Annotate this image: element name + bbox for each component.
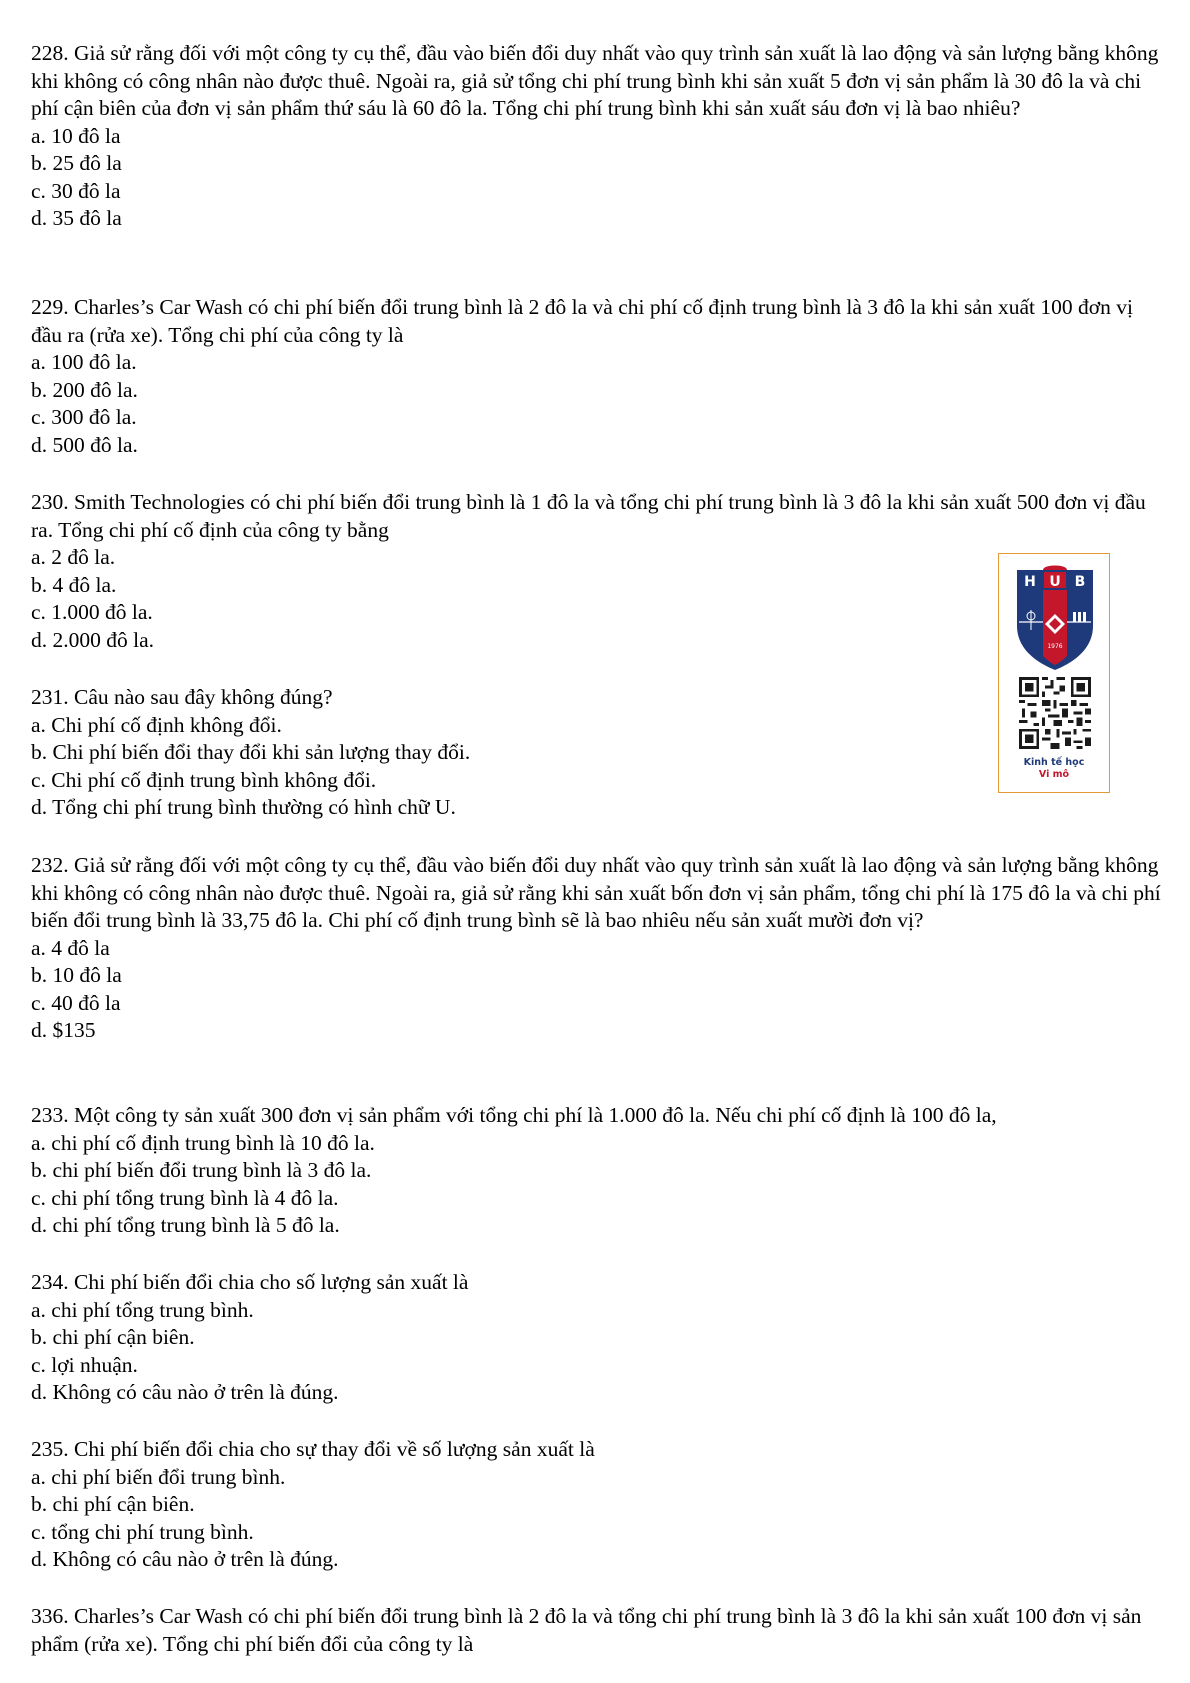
option-d: d. Tổng chi phí trung bình thường có hình chữ U. bbox=[31, 795, 456, 819]
question-231 bbox=[31, 684, 1161, 822]
option-b: b. 200 đô la. bbox=[31, 377, 138, 402]
option-c: c. tổng chi phí trung bình. bbox=[31, 1519, 254, 1544]
option-a: a. 10 đô la bbox=[31, 123, 121, 148]
option-d: d. 2.000 đô la. bbox=[31, 627, 155, 652]
option-d: d. 500 đô la. bbox=[31, 432, 138, 457]
option-c: c. Chi phí cố định trung bình không đổi. bbox=[31, 767, 377, 792]
question-234 bbox=[31, 1269, 1161, 1407]
option-a: a. 2 đô la. bbox=[31, 545, 116, 569]
hub-logo-card bbox=[998, 553, 1110, 793]
option-a: a. chi phí cố định trung bình là 10 đô la. bbox=[31, 1130, 375, 1155]
option-b: b. 4 đô la. bbox=[31, 572, 117, 597]
option-a: a. 100 đô la. bbox=[31, 350, 137, 374]
question-stem: 230. Smith Technologies có chi phí biến đổi trung bình là 1 đô la và tổng chi phí trung bình là 3 đô la khi sản xuất 500 đơn vị đầu ra. Tổng chi phí cố định của công ty bằng bbox=[31, 490, 1146, 542]
question-230 bbox=[31, 489, 1161, 654]
question-228 bbox=[31, 40, 1161, 233]
question-235 bbox=[31, 1436, 1161, 1574]
hub-shield-logo bbox=[1013, 564, 1097, 672]
option-a: a. Chi phí cố định không đổi. bbox=[31, 712, 282, 737]
option-a: a. 4 đô la bbox=[31, 935, 110, 960]
option-c: c. chi phí tổng trung bình là 4 đô la. bbox=[31, 1185, 339, 1210]
question-232 bbox=[31, 852, 1161, 1045]
option-a: a. chi phí biến đổi trung bình. bbox=[31, 1464, 286, 1489]
option-d: d. $135 bbox=[31, 1018, 96, 1042]
option-b: b. 25 đô la bbox=[31, 151, 122, 175]
option-c: c. 300 đô la. bbox=[31, 405, 137, 429]
question-stem: 233. Một công ty sản xuất 300 đơn vị sản phẩm với tổng chi phí là 1.000 đô la. Nếu chi phí cố định là 100 đô la, bbox=[31, 1103, 997, 1127]
option-a: a. chi phí tổng trung bình. bbox=[31, 1297, 254, 1322]
question-stem: 235. Chi phí biến đổi chia cho sự thay đổi về số lượng sản xuất là bbox=[31, 1437, 595, 1461]
question-233 bbox=[31, 1102, 1161, 1240]
option-c: c. 40 đô la bbox=[31, 990, 121, 1015]
option-d: d. Không có câu nào ở trên là đúng. bbox=[31, 1380, 339, 1404]
logo-letter-b: B bbox=[1074, 574, 1086, 590]
option-d: d. chi phí tổng trung bình là 5 đô la. bbox=[31, 1213, 340, 1237]
question-stem: 231. Câu nào sau đây không đúng? bbox=[31, 685, 333, 709]
logo-year: 1976 bbox=[1047, 643, 1063, 650]
question-stem: 229. Charles’s Car Wash có chi phí biến đổi trung bình là 2 đô la và chi phí cố định trung bình là 3 đô la khi sản xuất 100 đơn vị đầu ra (rửa xe). Tổng chi phí của công ty là bbox=[31, 295, 1133, 347]
question-stem: 336. Charles’s Car Wash có chi phí biến đổi trung bình là 2 đô la và tổng chi phí trung bình là 3 đô la khi sản xuất 100 đơn vị sản phẩm (rửa xe). Tổng chi phí biến đổi của công ty là bbox=[31, 1604, 1142, 1656]
logo-caption-micro: Vi mô bbox=[1038, 769, 1070, 780]
question-stem: 234. Chi phí biến đổi chia cho số lượng sản xuất là bbox=[31, 1270, 469, 1294]
question-stem: 228. Giả sử rằng đối với một công ty cụ thể, đầu vào biến đổi duy nhất vào quy trình sản xuất là lao động và sản lượng bằng không khi không có công nhân nào được thuê. Ngoài ra, giả sử tổng chi phí trung bình khi sản xuất 5 đơn vị sản phẩm là 30 đô la và chi phí cận biên của đơn vị sản phẩm thứ sáu là 60 đô la. Tổng chi phí trung bình khi sản xuất sáu đơn vị là bao nhiêu? bbox=[31, 41, 1159, 120]
option-d: d. Không có câu nào ở trên là đúng. bbox=[31, 1547, 339, 1571]
qr-code-icon bbox=[1019, 677, 1091, 749]
option-b: b. chi phí cận biên. bbox=[31, 1325, 195, 1349]
question-336 bbox=[31, 1603, 1161, 1658]
question-229 bbox=[31, 294, 1161, 459]
option-b: b. chi phí cận biên. bbox=[31, 1492, 195, 1516]
option-b: b. chi phí biến đổi trung bình là 3 đô la. bbox=[31, 1158, 372, 1182]
option-b: b. 10 đô la bbox=[31, 963, 122, 987]
option-d: d. 35 đô la bbox=[31, 206, 122, 230]
option-c: c. 1.000 đô la. bbox=[31, 600, 153, 624]
logo-caption-subject: Kinh tế học bbox=[1023, 757, 1085, 768]
logo-letter-u: U bbox=[1049, 574, 1061, 590]
option-b: b. Chi phí biến đổi thay đổi khi sản lượng thay đổi. bbox=[31, 740, 471, 764]
question-stem: 232. Giả sử rằng đối với một công ty cụ thể, đầu vào biến đổi duy nhất vào quy trình sản xuất là lao động và sản lượng bằng không khi không có công nhân nào được thuê. Ngoài ra, giả sử rằng khi sản xuất bốn đơn vị sản phẩm, tổng chi phí là 175 đô la và chi phí biến đổi trung bình là 33,75 đô la. Chi phí cố định trung bình sẽ là bao nhiêu nếu sản xuất mười đơn vị? bbox=[31, 853, 1161, 932]
option-c: c. 30 đô la bbox=[31, 178, 121, 203]
logo-letter-h: H bbox=[1024, 574, 1036, 590]
option-c: c. lợi nhuận. bbox=[31, 1352, 138, 1377]
